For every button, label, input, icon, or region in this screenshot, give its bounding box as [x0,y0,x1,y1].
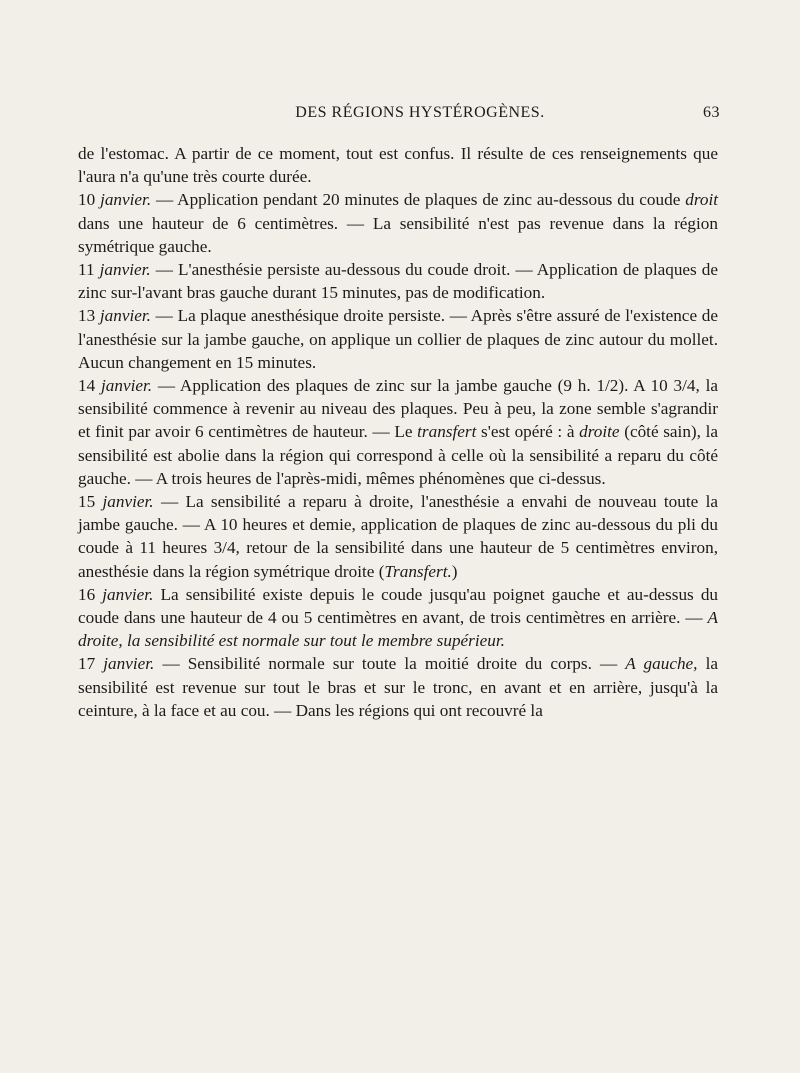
date-day: 11 [78,260,95,280]
paragraph-text: dans une hauteur de 6 centimètres. — La sensibilité n'est pas revenue dans la région symétrique gauche. [78,213,718,256]
emphasis-text: droite [579,422,620,442]
date-month: janvier. [95,492,154,512]
paragraph-text: — L'anesthésie persiste au-dessous du coude droit. — Application de plaques de zinc sur-l'avant bras gauche durant 15 minutes, pas de modification. [78,260,719,303]
paragraph-text: (côté sain), la sensibilité est abolie dans la région qui correspond à celle où la sensibilité a reparu du côté gauche. — A trois heures de l'après-midi, mêmes phénomènes que ci-dessus. [78,422,719,488]
paragraph-15-janvier [78,490,718,583]
paragraph-17-janvier [78,652,718,722]
date-label [78,376,152,395]
paragraph-16-janvier [78,583,718,653]
date-month: janvier. [94,260,151,280]
paragraph-10-janvier [78,188,718,258]
date-label [78,492,154,511]
date-day: 17 [78,654,96,674]
paragraph-text: — La sensibilité a reparu à droite, l'anesthésie a envahi de nouveau toute la jambe gauche. — A 10 heures et demie, application de plaques de zinc au-dessous du pli du coude à 11 heures 3/4, retour de la sensibilité dans une hauteur de 5 centimètres environ, anesthésie dans la région symétrique droite ( [78,492,719,581]
running-title: DES RÉGIONS HYSTÉROGÈNES. [295,104,545,121]
paragraph-text: — La plaque anesthésique droite persiste. — Après s'être assuré de l'existence de l'anesthésie sur la jambe gauche, on applique un collier de plaques de zinc autour du mollet. Aucun changement en 15 minutes. [78,306,718,372]
paragraph-14-janvier [78,374,718,490]
emphasis-text: A droite, la sensibilité est normale sur tout le membre supérieur. [78,608,718,651]
emphasis-text: A gauche, [625,654,698,674]
page-header [120,104,720,130]
date-label [78,190,151,209]
paragraph-continuation [78,142,718,188]
paragraph-text: — Sensibilité normale sur toute la moitié droite du corps. — [154,654,626,674]
date-month: janvier. [95,376,153,396]
date-day: 13 [78,306,96,326]
date-label [78,654,154,673]
date-label [78,260,151,279]
paragraph-text: — Application des plaques de zinc sur la jambe gauche (9 h. 1/2). A 10 3/4, la sensibilité commence à revenir au niveau des plaques. Peu à peu, la zone semble s'agrandir et finit par avoir 6 centimètres de hauteur. — Le [78,376,719,442]
date-month: janvier. [95,584,154,604]
paragraph-text: — Application pendant 20 minutes de plaques de zinc au-dessous du coude [151,190,686,210]
emphasis-text: Transfert. [384,561,452,581]
paragraph-text: ) [451,561,458,581]
date-label [78,585,153,604]
date-month: janvier. [95,654,155,674]
paragraph-text: de l'estomac. A partir de ce moment, tout est confus. Il résulte de ces renseignements que l'aura n'a qu'une très courte durée. [78,144,718,187]
paragraph-text: La sensibilité existe depuis le coude jusqu'au poignet gauche et au-dessus du coude dans une hauteur de 4 ou 5 centimètres en avant, de trois centimètres en arrière. — [78,584,719,628]
page-number: 63 [703,104,720,121]
emphasis-text: droit [685,190,719,210]
date-month: janvier. [95,190,152,210]
paragraph-11-janvier [78,258,718,304]
date-day: 10 [78,190,96,210]
date-month: janvier. [95,306,151,326]
emphasis-text: transfert [417,422,477,442]
paragraph-text: s'est opéré : à [476,422,580,442]
date-day: 16 [78,584,96,604]
date-label [78,306,151,325]
paragraph-13-janvier [78,304,718,374]
date-day: 14 [78,376,96,396]
paragraph-text: la sensibilité est revenue sur tout le bras et sur le tronc, en avant et en arrière, jusqu'à la ceinture, à la face et au cou. — Dans les régions qui ont recouvré la [78,654,718,720]
body-text [78,142,718,722]
date-day: 15 [78,492,96,512]
